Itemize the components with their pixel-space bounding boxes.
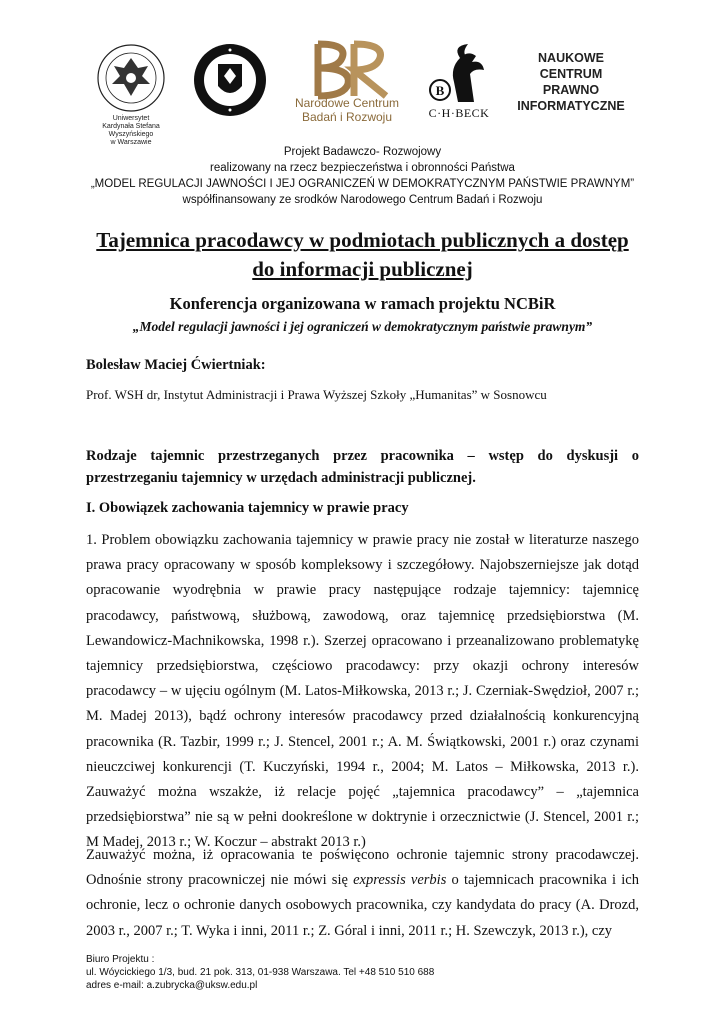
uksw-caption-3: w Warszawie	[110, 139, 152, 146]
ncbr-logo	[282, 38, 412, 124]
beck-logo	[424, 42, 494, 121]
uksw-caption-2: Kardynała Stefana Wyszyńskiego	[102, 123, 160, 138]
uksw-caption-1: Uniwersytet	[112, 115, 150, 122]
author-name: Bolesław Maciej Ćwiertniak:	[86, 357, 266, 373]
paragraph-2	[86, 843, 639, 944]
npi-logo	[506, 50, 636, 114]
npi-line-4: INFORMATYCZNE	[517, 99, 625, 113]
conference-subtitle: „Model regulacji jawności i jej ograniczeń w demokratycznym państwie prawnym”	[132, 319, 593, 334]
title-line-2: do informacji publicznej	[252, 257, 473, 281]
project-line-4: współfinansowany ze srodków Narodowego Centrum Badań i Rozwoju	[182, 194, 543, 206]
npi-line-3: PRAWNO	[542, 83, 600, 97]
paragraph-2-text-start: Zauważyć można, iż opracowania te poświęcono ochronie tajemnic strony pracodawczej. Odnośnie strony pracowniczej nie mówi się	[86, 847, 639, 889]
university-seal-icon	[192, 42, 268, 118]
uksw-seal-icon	[86, 42, 176, 114]
conference-heading: Konferencja organizowana w ramach projektu NCBiR	[169, 294, 556, 313]
paragraph-1: 1. Problem obowiązku zachowania tajemnicy w prawie pracy nie został w literaturze naszego prawa pracy opracowany w sposób kompleksowy i szczegółowy. Najobszerniejsze jak dotąd opracowanie wyodrębnia w prawie pracy następujące rodzaje tajemnicy: tajemnicę pracodawcy, państwową, służbową, zawodową, oraz tajemnicę przedsiębiorstwa (M. Lewandowicz-Machnikowska, 1998 r.). Szerzej opracowano i przeanalizowano problematykę tajemnicy przedsiębiorstwa, częściowo pracodawcy: przy okazji ochrony interesów pracodawcy – w ujęciu ogólnym (M. Latos-Miłkowska, 2013 r.; J. Czerniak-Swędzioł, 2007 r.; M. Madej 2013), bądź ochrony interesów pracodawcy przed działalnością konkurencyjną pracownika (R. Tazbir, 1999 r.; J. Stencel, 2001 r.; A. M. Świątkowski, 2001 r.) oraz czynami nieuczciwej konkurencji (T. Kuczyński, 1994 r., 2004; M. Latos – Miłkowska, 2013 r.). Zauważyć można wszakże, iż relacje pojęć „tajemnica pracodawcy” – „tajemnica przedsiębiorstwa” nie są w pełni dookreślone w doktrynie i orzecznictwie (J. Stencel, 2001 r.; M Madej, 2013 r.; W. Koczur – abstrakt 2013 r.)	[86, 532, 639, 851]
footer-line-1: Biuro Projektu :	[86, 954, 155, 965]
topic-heading: Rodzaje tajemnic przestrzeganych przez pracownika – wstęp do dyskusji o przestrzeganiu tajemnicy w urzędach administracji publicznej.	[86, 448, 639, 486]
npi-line-1: NAUKOWE	[538, 51, 604, 65]
author-affiliation: Prof. WSH dr, Instytut Administracji i Prawa Wyższej Szkoły „Humanitas” w Sosnowcu	[86, 387, 547, 402]
project-info	[0, 144, 725, 208]
footer	[86, 953, 434, 992]
ncbr-br-mark-icon	[282, 38, 412, 102]
paragraph-2-italic: expressis verbis	[353, 872, 447, 889]
npi-line-2: CENTRUM	[539, 67, 603, 81]
uksw-logo	[86, 42, 176, 147]
title-line-1: Tajemnica pracodawcy w podmiotach publicznych a dostęp	[96, 228, 629, 252]
university-logo	[192, 42, 268, 118]
logo-bar	[86, 38, 646, 146]
svg-text:B: B	[435, 83, 445, 98]
paragraph-2-text-end: o tajemnicach pracownika i ich ochronie, lecz o ochronie danych osobowych pracownika, czy kandydata do pracy (A. Drozd, 2003 r., 2007 r.; T. Wyka i inni, 2011 r.; Z. Góral i inni, 2011 r.; H. Szewczyk, 2013 r.), czy	[86, 872, 639, 939]
project-line-3: „MODEL REGULACJI JAWNOŚCI I JEJ OGRANICZEŃ W DEMOKRATYCZNYM PAŃSTWIE PRAWNYM”	[90, 178, 635, 190]
ncbr-caption-1: Narodowe Centrum	[294, 96, 400, 110]
ncbr-caption-2: Badań i Rozwoju	[301, 110, 393, 124]
beck-caption: C·H·BECK	[428, 106, 490, 120]
griffin-icon	[424, 42, 494, 108]
project-line-2: realizowany na rzecz bezpieczeństwa i obronności Państwa	[210, 162, 515, 174]
project-line-1: Projekt Badawczo- Rozwojowy	[283, 146, 442, 158]
document-title	[60, 226, 665, 284]
section-heading: I. Obowiązek zachowania tajemnicy w prawie pracy	[86, 500, 409, 516]
footer-line-2: ul. Wóycickiego 1/3, bud. 21 pok. 313, 01-938 Warszawa. Tel +48 510 510 688	[86, 967, 435, 978]
footer-line-3: adres e-mail: a.zubrycka@uksw.edu.pl	[86, 980, 258, 991]
